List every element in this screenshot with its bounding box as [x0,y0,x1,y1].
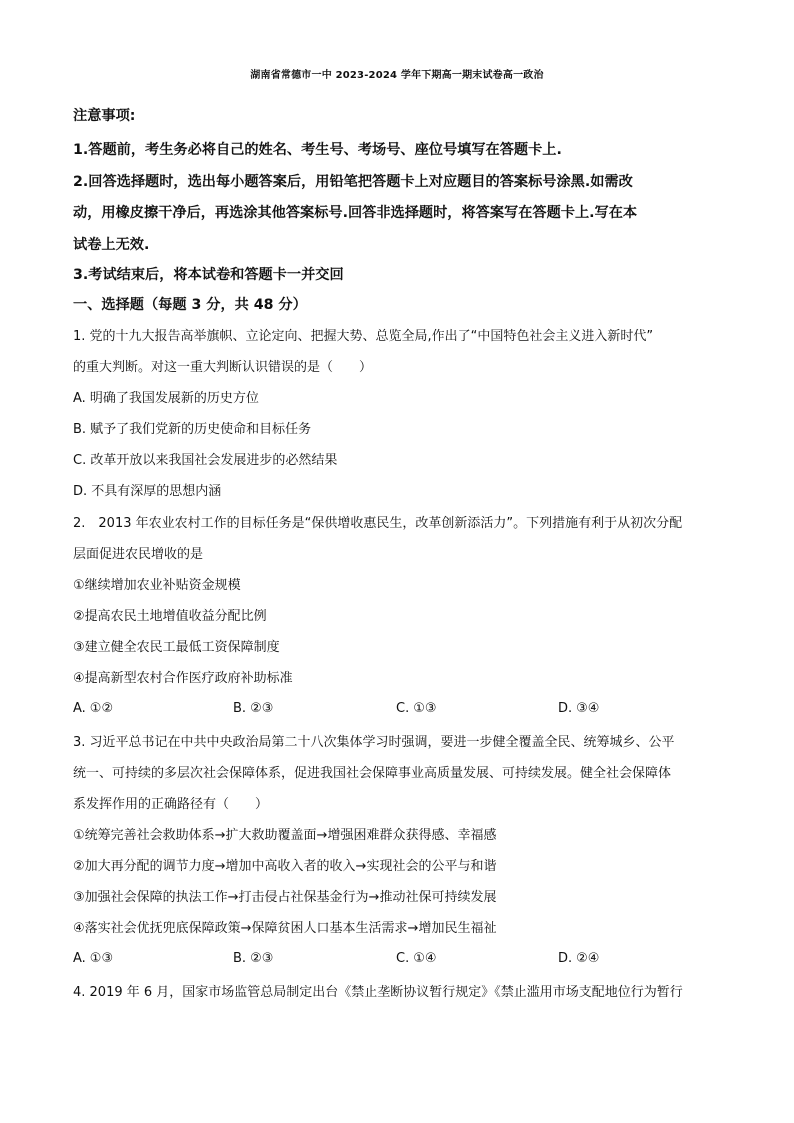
q2-item-4: ④提高新型农村合作医疗政府补助标准 [73,671,293,686]
q4-stem-line-1: 4. 2019 年 6 月，国家市场监管总局制定出台《禁止垄断协议暂行规定》《禁止滥用市场支配地位行为暂行 [73,985,683,1000]
option-value: ①③ [413,701,437,716]
q3-item-2: ②加大再分配的调节力度→增加中高收入者的收入→实现社会的公平与和谐 [73,859,497,874]
q2-option-a [73,701,113,716]
q1-option-c: C. 改革开放以来我国社会发展进步的必然结果 [73,453,338,468]
option-value: ①③ [89,951,114,966]
option-key: C. [396,951,410,966]
q2-item-3: ③建立健全农民工最低工资保障制度 [73,640,280,655]
q3-stem-line-1: 3. 习近平总书记在中共中央政治局第二十八次集体学习时强调，要进一步健全覆盖全民、统筹城乡、公平 [73,735,675,750]
notice-item-1: 1.答题前，考生务必将自己的姓名、考生号、考场号、座位号填写在答题卡上. [73,142,562,158]
q1-stem-line-2: 的重大判断。对这一重大判断认识错误的是（ ） [73,360,373,375]
notice-item-3: 3.考试结束后，将本试卷和答题卡一并交回 [73,267,344,283]
q1-option-d: D. 不具有深厚的思想内涵 [73,484,222,499]
option-key: A. [73,951,86,966]
q3-options [73,951,723,971]
q2-option-b [233,701,273,716]
notice-item-2-cont: 动，用橡皮擦干净后，再选涂其他答案标号.回答非选择题时，将答案写在答题卡上.写在本 [73,205,638,221]
q3-option-d [558,951,599,966]
q2-item-1: ①继续增加农业补贴资金规模 [73,578,241,593]
q3-stem-line-2: 统一、可持续的多层次社会保障体系，促进我国社会保障事业高质量发展、可持续发展。健全社会保障体 [73,766,672,781]
notice-heading: 注意事项: [73,108,136,124]
q3-option-b [233,951,273,966]
option-value: ①② [89,701,114,716]
q2-item-2: ②提高农民土地增值收益分配比例 [73,609,267,624]
q2-option-c [396,701,437,716]
q3-item-1: ①统筹完善社会救助体系→扩大救助覆盖面→增强困难群众获得感、幸福感 [73,828,497,843]
q3-option-c [396,951,437,966]
notice-item-2: 2.回答选择题时，选出每小题答案后，用铅笔把答题卡上对应题目的答案标号涂黑.如需改 [73,174,633,190]
option-value: ②③ [250,951,274,966]
option-key: D. [558,951,573,966]
q3-item-4: ④落实社会优抚兜底保障政策→保障贫困人口基本生活需求→增加民生福祉 [73,921,497,936]
option-value: ①④ [413,951,437,966]
q2-options [73,701,723,721]
option-value: ②③ [250,701,274,716]
option-key: C. [396,701,410,716]
option-key: B. [233,951,247,966]
option-value: ②④ [576,951,600,966]
option-value: ③④ [576,701,600,716]
q3-option-a [73,951,113,966]
exam-title: 湖南省常德市一中 2023-2024 学年下期高一期末试卷高一政治 [250,70,544,81]
option-key: A. [73,701,86,716]
q1-option-a: A. 明确了我国发展新的历史方位 [73,391,259,406]
notice-item-2-end: 试卷上无效. [73,237,150,253]
option-key: B. [233,701,247,716]
option-key: D. [558,701,573,716]
q1-option-b: B. 赋予了我们党新的历史使命和目标任务 [73,422,312,437]
section-heading: 一、选择题（每题 3 分，共 48 分） [73,297,307,313]
q1-stem-line-1: 1. 党的十九大报告高举旗帜、立论定向、把握大势、总览全局,作出了“中国特色社会主义进入新时代” [73,329,654,344]
q3-stem-line-3: 系发挥作用的正确路径有（ ） [73,797,269,812]
q2-stem-line-1: 2. 2013 年农业农村工作的目标任务是“保供增收惠民生，改革创新添活力”。下列措施有利于从初次分配 [73,516,683,531]
q2-option-d [558,701,599,716]
q2-stem-line-2: 层面促进农民增收的是 [73,547,204,562]
q3-item-3: ③加强社会保障的执法工作→打击侵占社保基金行为→推动社保可持续发展 [73,890,497,905]
